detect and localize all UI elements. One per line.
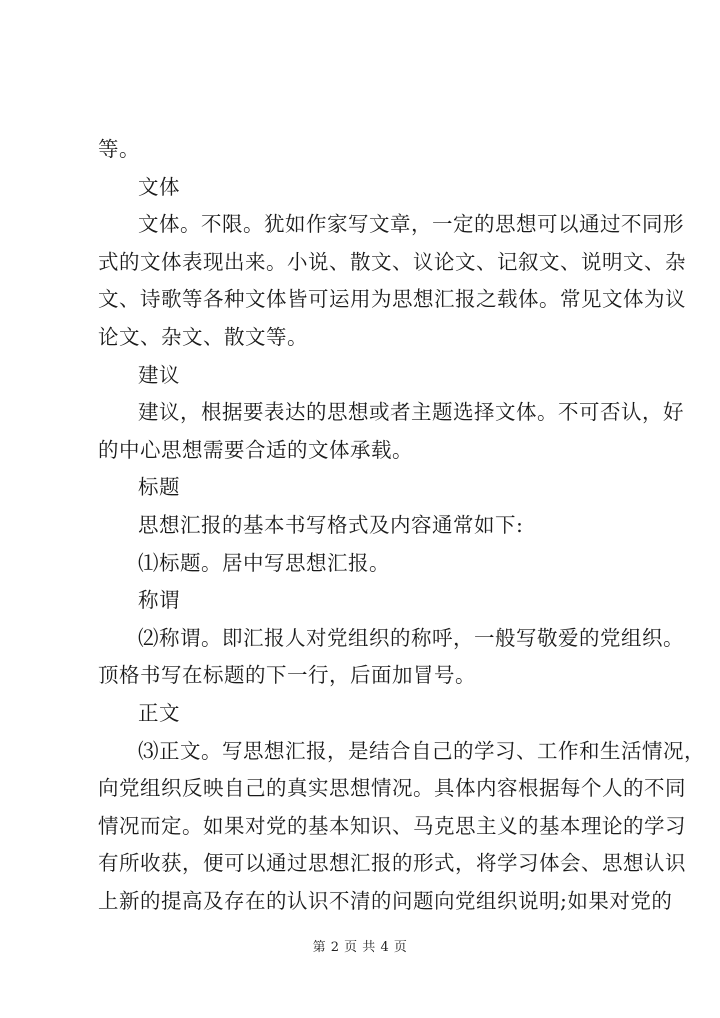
text-line: 有所收获，便可以通过思想汇报的形式，将学习体会、思想认识 <box>98 851 686 876</box>
text-line: 建议，根据要表达的思想或者主题选择文体。不可否认，好 <box>138 400 684 425</box>
text-line: 建议 <box>138 362 180 387</box>
text-line: 向党组织反映自己的真实思想情况。具体内容根据每个人的不同 <box>98 776 686 801</box>
text-line: ⑵称谓。即汇报人对党组织的称呼，一般写敬爱的党组织。 <box>138 625 684 650</box>
text-line: 标题 <box>138 475 180 500</box>
text-line: 正文 <box>138 700 180 725</box>
text-line: 式的文体表现出来。小说、散文、议论文、记叙文、说明文、杂 <box>98 249 686 274</box>
text-line: ⑶正文。写思想汇报，是结合自己的学习、工作和生活情况， <box>138 738 705 763</box>
text-line: 文体。不限。犹如作家写文章，一定的思想可以通过不同形 <box>138 212 684 237</box>
text-line: 上新的提高及存在的认识不清的问题向党组织说明;如果对党的 <box>98 888 673 913</box>
text-line: 的中心思想需要合适的文体承载。 <box>98 437 413 462</box>
text-line: 情况而定。如果对党的基本知识、马克思主义的基本理论的学习 <box>98 813 686 838</box>
text-line: 称谓 <box>138 588 180 613</box>
text-line: 等。 <box>98 137 140 161</box>
text-line: 文体 <box>138 174 180 199</box>
text-line: ⑴标题。居中写思想汇报。 <box>138 550 390 575</box>
text-line: 顶格书写在标题的下一行，后面加冒号。 <box>98 663 476 688</box>
text-line: 思想汇报的基本书写格式及内容通常如下: <box>138 512 524 537</box>
text-line: 文、诗歌等各种文体皆可运用为思想汇报之载体。常见文体为议 <box>98 287 686 312</box>
document-body <box>98 131 705 920</box>
page-footer: 第 2 页 共 4 页 <box>312 940 408 955</box>
text-line: 论文、杂文、散文等。 <box>98 324 308 349</box>
